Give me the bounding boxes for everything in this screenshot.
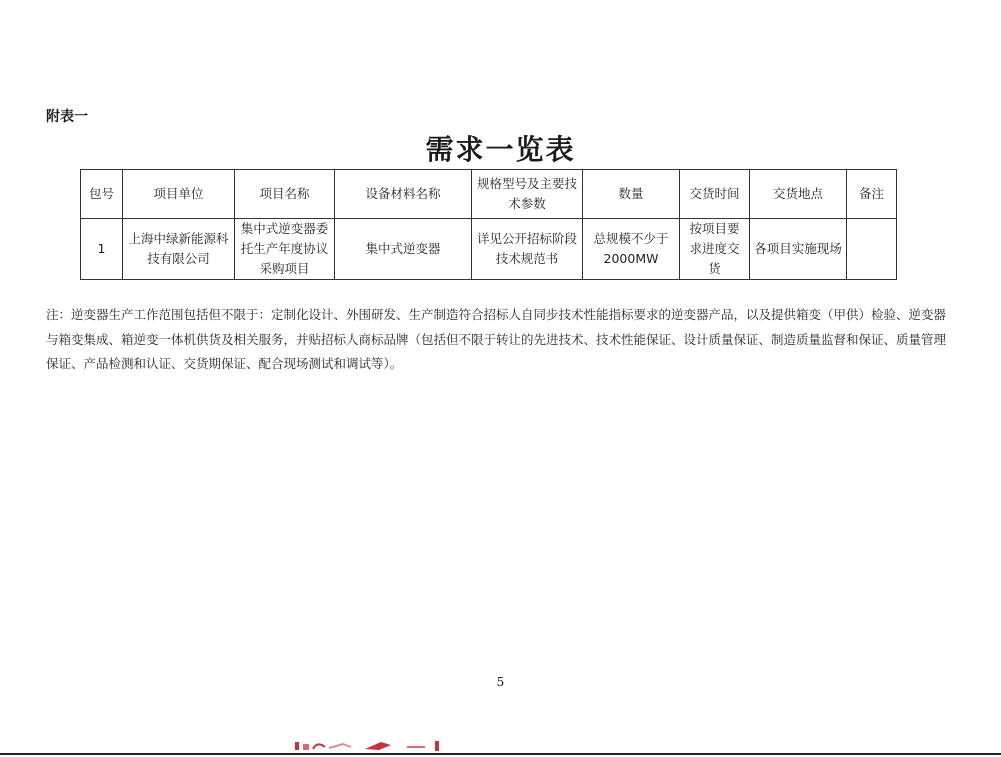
scope-note: 注：逆变器生产工作范围包括但不限于：定制化设计、外围研发、生产制造符合招标人自同步技术性能指标要求的逆变器产品，以及提供箱变（甲供）检验、逆变器与箱变集成、箱逆变一体机供货及相关服务，并贴招标人商标品牌（包括但不限于转让的先进技术、技术性能保证、设计质量保证、制造质量监督和保证、质量管理保证、产品检测和认证、交货期保证、配合现场测试和调试等）。 <box>46 307 947 371</box>
header-delivery-time: 交货时间 <box>680 170 750 219</box>
page-number: 5 <box>496 675 505 689</box>
header-quantity: 数量 <box>583 170 680 219</box>
header-specification: 规格型号及主要技术参数 <box>472 170 583 219</box>
cell-equipment-name: 集中式逆变器 <box>335 219 472 280</box>
cell-delivery-location: 各项目实施现场 <box>750 219 847 280</box>
header-delivery-location: 交货地点 <box>750 170 847 219</box>
cell-package-no: 1 <box>81 219 123 280</box>
header-equipment-name: 设备材料名称 <box>335 170 472 219</box>
requirements-table <box>80 169 897 280</box>
cell-delivery-time: 按项目要求进度交货 <box>680 219 750 280</box>
header-project-unit: 项目单位 <box>123 170 235 219</box>
seal-fragment-marks <box>295 739 445 751</box>
cell-project-unit: 上海中绿新能源科技有限公司 <box>123 219 235 280</box>
cell-remarks <box>847 219 897 280</box>
header-project-name: 项目名称 <box>235 170 335 219</box>
table-row <box>81 219 897 280</box>
cell-project-name: 集中式逆变器委托生产年度协议采购项目 <box>235 219 335 280</box>
cell-specification: 详见公开招标阶段技术规范书 <box>472 219 583 280</box>
header-remarks: 备注 <box>847 170 897 219</box>
bottom-border <box>0 753 1001 755</box>
document-title: 需求一览表 <box>425 133 576 166</box>
appendix-label: 附表一 <box>46 109 88 125</box>
table-header-row <box>81 170 897 219</box>
cell-quantity: 总规模不少于2000MW <box>583 219 680 280</box>
header-package-no: 包号 <box>81 170 123 219</box>
